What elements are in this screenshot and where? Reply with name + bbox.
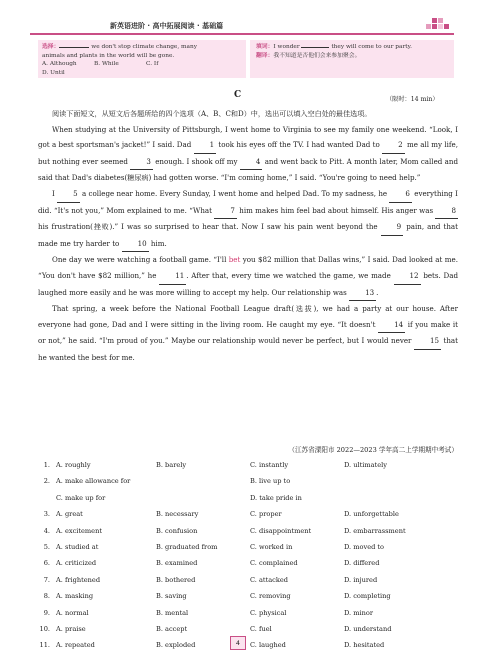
paragraph-3: One day we were watching a football game. “I'll bet you $82 million that Dallas wins,” I said. Dad looked at me. “You don't have $82 million,” he 11 . After that, every time we watched the game, we made 12 bets. Dad laughed more easily and he was more willing to accept my help. Our relationship was 13 . [38,252,458,301]
question-row: 11. A. repeated B. exploded C. laughed D. hesitated [39,641,385,650]
choice-blank[interactable] [59,47,89,48]
option[interactable]: B. barely [156,461,187,469]
blank-8[interactable]: 8 [435,203,458,220]
blank-14[interactable]: 14 [378,317,405,334]
option[interactable]: D. moved to [344,542,385,551]
option[interactable]: A. masking [56,592,94,601]
exercise-box-choice [38,40,246,78]
question-row [38,494,458,510]
question-row: 8. A. masking B. saving C. removing D. completing [43,592,391,601]
blank-10[interactable]: 10 [122,236,149,253]
option[interactable]: A. criticized [56,559,97,568]
option[interactable]: C. instantly [250,461,289,469]
blank-13[interactable]: 13 [349,285,376,302]
question-row: 7. A. frightened B. bothered C. attacked D. injured [43,575,378,584]
option[interactable]: C. make up for [56,493,106,502]
option[interactable]: A. normal [56,608,89,617]
option[interactable]: A. make allowance for [56,477,131,486]
option[interactable]: C. attacked [250,575,288,584]
question-row: 1. A. roughly B. barely C. instantly D. ultimately [43,461,387,469]
option[interactable]: D. understand [344,624,392,633]
choice-text: we don't stop climate change, many [91,44,198,50]
paragraph-4: That spring, a week before the National Football League draft(选拔), we had a party at our house. After everyone had gone, Dad and I were sitting in the living room. He caught my eye. “It doesn't 14 if you make it or not,” he said. “I'm proud of you.” Maybe our relationship would never be perfect, but I would never 15 that he wanted the best for me. [38,304,458,362]
question-row: 3. A. great B. necessary C. proper D. unforgettable [43,510,399,519]
option[interactable]: D. unforgettable [344,510,399,519]
option[interactable]: D. embarrassment [344,526,406,535]
choice-option-a: A. Although [42,61,77,68]
blank-9[interactable]: 9 [381,219,404,236]
option[interactable]: B. bothered [156,575,196,584]
option[interactable]: B. confusion [156,526,198,535]
blank-1[interactable]: 1 [194,137,217,154]
blank-6[interactable]: 6 [389,186,412,203]
blank-12[interactable]: 12 [394,268,421,285]
blank-3[interactable]: 3 [130,154,153,171]
option[interactable]: B. examined [156,559,198,568]
option[interactable]: A. great [56,510,83,519]
option[interactable]: A. praise [56,624,86,633]
option[interactable]: B. mental [156,608,189,617]
choice-option-d: D. Until [42,69,65,76]
option[interactable]: A. studied at [56,542,99,551]
option[interactable]: A. excitement [56,526,102,535]
time-limit: （限时：14 min） [386,96,439,103]
fill-text-before: I wonder [273,44,300,50]
option[interactable]: D. take pride in [250,493,302,502]
question-row: 6. A. criticized B. examined C. complained D. differed [43,559,380,568]
option[interactable]: A. frightened [56,575,101,584]
option[interactable]: B. saving [156,592,187,601]
option[interactable]: D. ultimately [344,461,387,469]
option[interactable]: D. minor [344,608,373,617]
option[interactable]: B. live up to [250,477,291,486]
option[interactable]: D. completing [344,592,391,601]
option[interactable]: C. complained [250,559,298,568]
question-row: 5. A. studied at B. graduated from C. worked in D. moved to [43,542,385,551]
paragraph-1: When studying at the University of Pittsburgh, I went home to Virginia to see my family one weekend. “Look, I got a best sportsman's jacket!” I said. Dad 1 took his eyes off the TV. I had wanted Dad to 2 me all my life, but nothing ever seemed 3 enough. I shook off my 4 and went back to Pitt. A month later, Mom called and said that Dad's diabetes(糖尿病) had gotten worse. “I'm coming home,” I said. “You're going to need help.” [38,124,458,183]
question-row: 4. A. excitement B. confusion C. disappointment D. embarrassment [43,526,406,535]
choice-label: 选择： [42,44,60,50]
option[interactable]: C. worked in [250,542,293,551]
option[interactable]: C. fuel [250,624,272,633]
option[interactable]: B. necessary [156,510,199,519]
option[interactable]: D. injured [344,575,378,584]
choice-option-c: C. If [146,61,159,68]
fill-label: 填词： [256,44,274,50]
option[interactable]: C. removing [250,592,291,601]
option[interactable]: D. hesitated [344,641,385,650]
question-row: 2. A. make allowance for B. live up to [43,477,291,486]
page-number: 4 [230,636,246,650]
question-row: 9. A. normal B. mental C. physical D. minor [43,608,373,617]
highlight-bet: bet [228,255,241,265]
blank-7[interactable]: 7 [214,203,237,220]
header-decoration-icon [426,18,450,32]
option[interactable]: D. differed [344,559,380,568]
option[interactable]: B. graduated from [156,542,218,551]
blank-5[interactable]: 5 [57,186,80,203]
paragraph-2: I 5 a college near home. Every Sunday, I went home and helped Dad. To my sadness, he 6 everything I did. “It's not you,” Mom explained to me. “What 7 him makes him feel bad about himself. His anger was 8 his frustration(挫败).” I was so surprised to hear that. Now I saw his pain went beyond the 9 pain, and that made me try harder to 10 him. [38,186,458,252]
header-title: 新英语进阶 · 高中拓展阅读 · 基础篇 [110,22,224,30]
instructions: 阅读下面短文，从短文后各题所给的四个选项（A、B、C和D）中，选出可以填入空白处的最佳选项。 [52,109,372,118]
option[interactable]: A. roughly [56,461,91,469]
blank-11[interactable]: 11 [159,268,186,285]
translate-text: 我不知道是否他们会来参加聚会。 [273,52,361,59]
header-rule [30,33,454,35]
page-header [30,18,454,34]
passage [38,106,458,366]
option[interactable]: B. accept [156,624,188,633]
blank-15[interactable]: 15 [414,333,441,350]
fill-text-after: they will come to our party. [331,44,412,50]
translate-label: 翻译： [256,52,274,59]
blank-2[interactable]: 2 [382,137,405,154]
option[interactable]: C. physical [250,608,287,617]
option[interactable]: A. repeated [56,641,95,650]
option[interactable]: C. proper [250,510,282,519]
source-citation: （江苏省溧阳市 2022—2023 学年高二上学期期中考试） [288,446,458,454]
blank-4[interactable]: 4 [240,154,263,171]
option[interactable]: B. exploded [156,641,196,650]
choice-text-line2: animals and plants in the world will be gone. [42,52,175,59]
option[interactable]: C. disappointment [250,526,312,535]
option[interactable]: C. laughed [250,641,286,650]
choice-option-b: B. While [94,61,119,68]
question-row: 10. A. praise B. accept C. fuel D. understand [39,624,392,633]
section-letter: C [234,90,242,100]
options-list [38,461,458,658]
fill-blank[interactable] [301,47,329,48]
exercise-box-fill [250,40,454,78]
